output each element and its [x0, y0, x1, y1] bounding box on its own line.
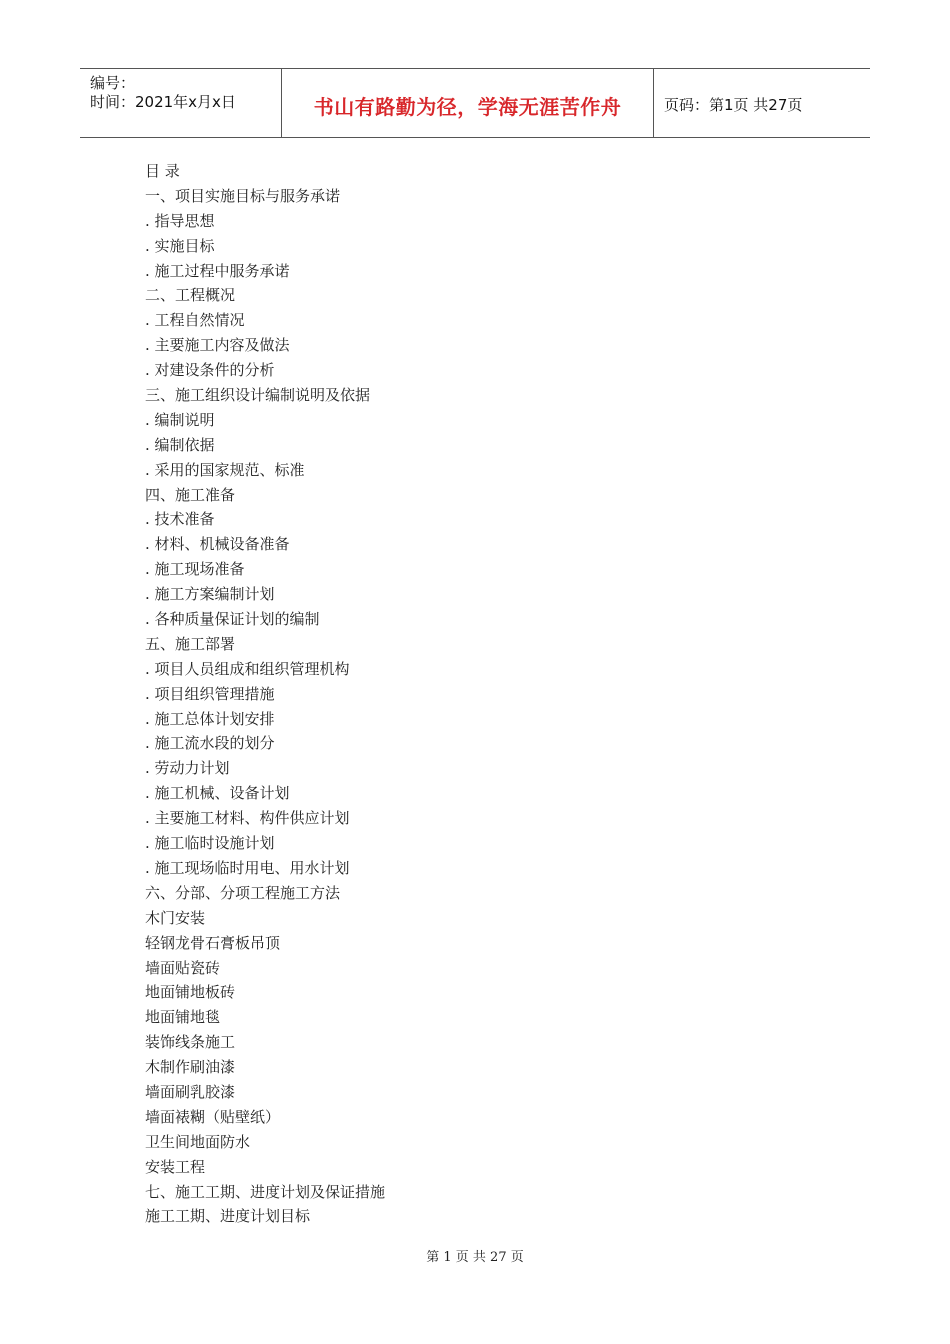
toc-entry: 地面铺地毯 [145, 1008, 221, 1027]
footer-page-number: 第 1 页 共 27 页 [426, 1250, 524, 1265]
doc-date-label: 时间：2021年x月x日 [90, 93, 236, 111]
doc-number-label: 编号： [90, 74, 136, 92]
toc-entry: . 施工现场准备 [145, 560, 245, 579]
toc-entry: . 实施目标 [145, 236, 215, 255]
toc-entry: . 施工过程中服务承诺 [145, 261, 290, 280]
page-footer [0, 1246, 950, 1265]
table-of-contents [145, 159, 845, 1229]
toc-entry: 木制作刷油漆 [145, 1058, 236, 1077]
toc-entry: 木门安装 [145, 908, 206, 927]
toc-entry: . 项目组织管理措施 [145, 684, 275, 703]
toc-entry: 一、项目实施目标与服务承诺 [145, 186, 341, 205]
toc-entry: 六、分部、分项工程施工方法 [145, 883, 341, 902]
toc-entry: 地面铺地板砖 [145, 983, 236, 1002]
header-motto-cell [282, 69, 654, 137]
toc-entry: . 施工机械、设备计划 [145, 784, 290, 803]
toc-entry: . 编制依据 [145, 435, 215, 454]
toc-entry: . 施工现场临时用电、用水计划 [145, 858, 350, 877]
toc-entry: . 项目人员组成和组织管理机构 [145, 659, 350, 678]
header-motto: 书山有路勤为径，学海无涯苦作舟 [313, 95, 622, 119]
header-page-cell [654, 69, 870, 137]
toc-title: 目 录 [145, 162, 180, 180]
toc-entry: . 主要施工材料、构件供应计划 [145, 809, 350, 828]
toc-entry: . 施工流水段的划分 [145, 734, 275, 753]
toc-entry: 墙面刷乳胶漆 [145, 1082, 236, 1101]
header-page-info: 页码：第1页 共27页 [664, 96, 803, 114]
toc-entry: . 对建设条件的分析 [145, 361, 275, 380]
toc-entry: . 指导思想 [145, 211, 215, 230]
toc-entry: . 采用的国家规范、标准 [145, 460, 305, 479]
header-meta-cell [80, 69, 282, 137]
toc-entry: 墙面贴瓷砖 [145, 958, 221, 977]
toc-entry: . 各种质量保证计划的编制 [145, 610, 320, 629]
toc-entry: . 劳动力计划 [145, 759, 230, 778]
toc-entry: . 技术准备 [145, 510, 215, 529]
toc-entry: 施工工期、进度计划目标 [145, 1207, 311, 1226]
toc-entry: 卫生间地面防水 [145, 1132, 251, 1151]
toc-entries [145, 184, 845, 1229]
toc-entry: . 材料、机械设备准备 [145, 535, 290, 554]
toc-entry: 轻钢龙骨石膏板吊顶 [145, 933, 281, 952]
toc-entry: . 施工方案编制计划 [145, 585, 275, 604]
toc-entry: 五、施工部署 [145, 634, 236, 653]
toc-entry: 七、施工工期、进度计划及保证措施 [145, 1182, 386, 1201]
toc-entry: 四、施工准备 [145, 485, 236, 504]
toc-entry: 二、工程概况 [145, 286, 236, 305]
toc-entry: . 施工临时设施计划 [145, 834, 275, 853]
page-header [80, 68, 870, 138]
toc-entry: . 编制说明 [145, 410, 215, 429]
toc-entry: . 主要施工内容及做法 [145, 336, 290, 355]
toc-entry: . 施工总体计划安排 [145, 709, 275, 728]
toc-entry: . 工程自然情况 [145, 311, 245, 330]
toc-entry: 墙面裱糊（贴壁纸） [145, 1107, 281, 1126]
toc-entry: 安装工程 [145, 1157, 206, 1176]
toc-entry: 三、施工组织设计编制说明及依据 [145, 386, 371, 405]
toc-entry: 装饰线条施工 [145, 1033, 236, 1052]
